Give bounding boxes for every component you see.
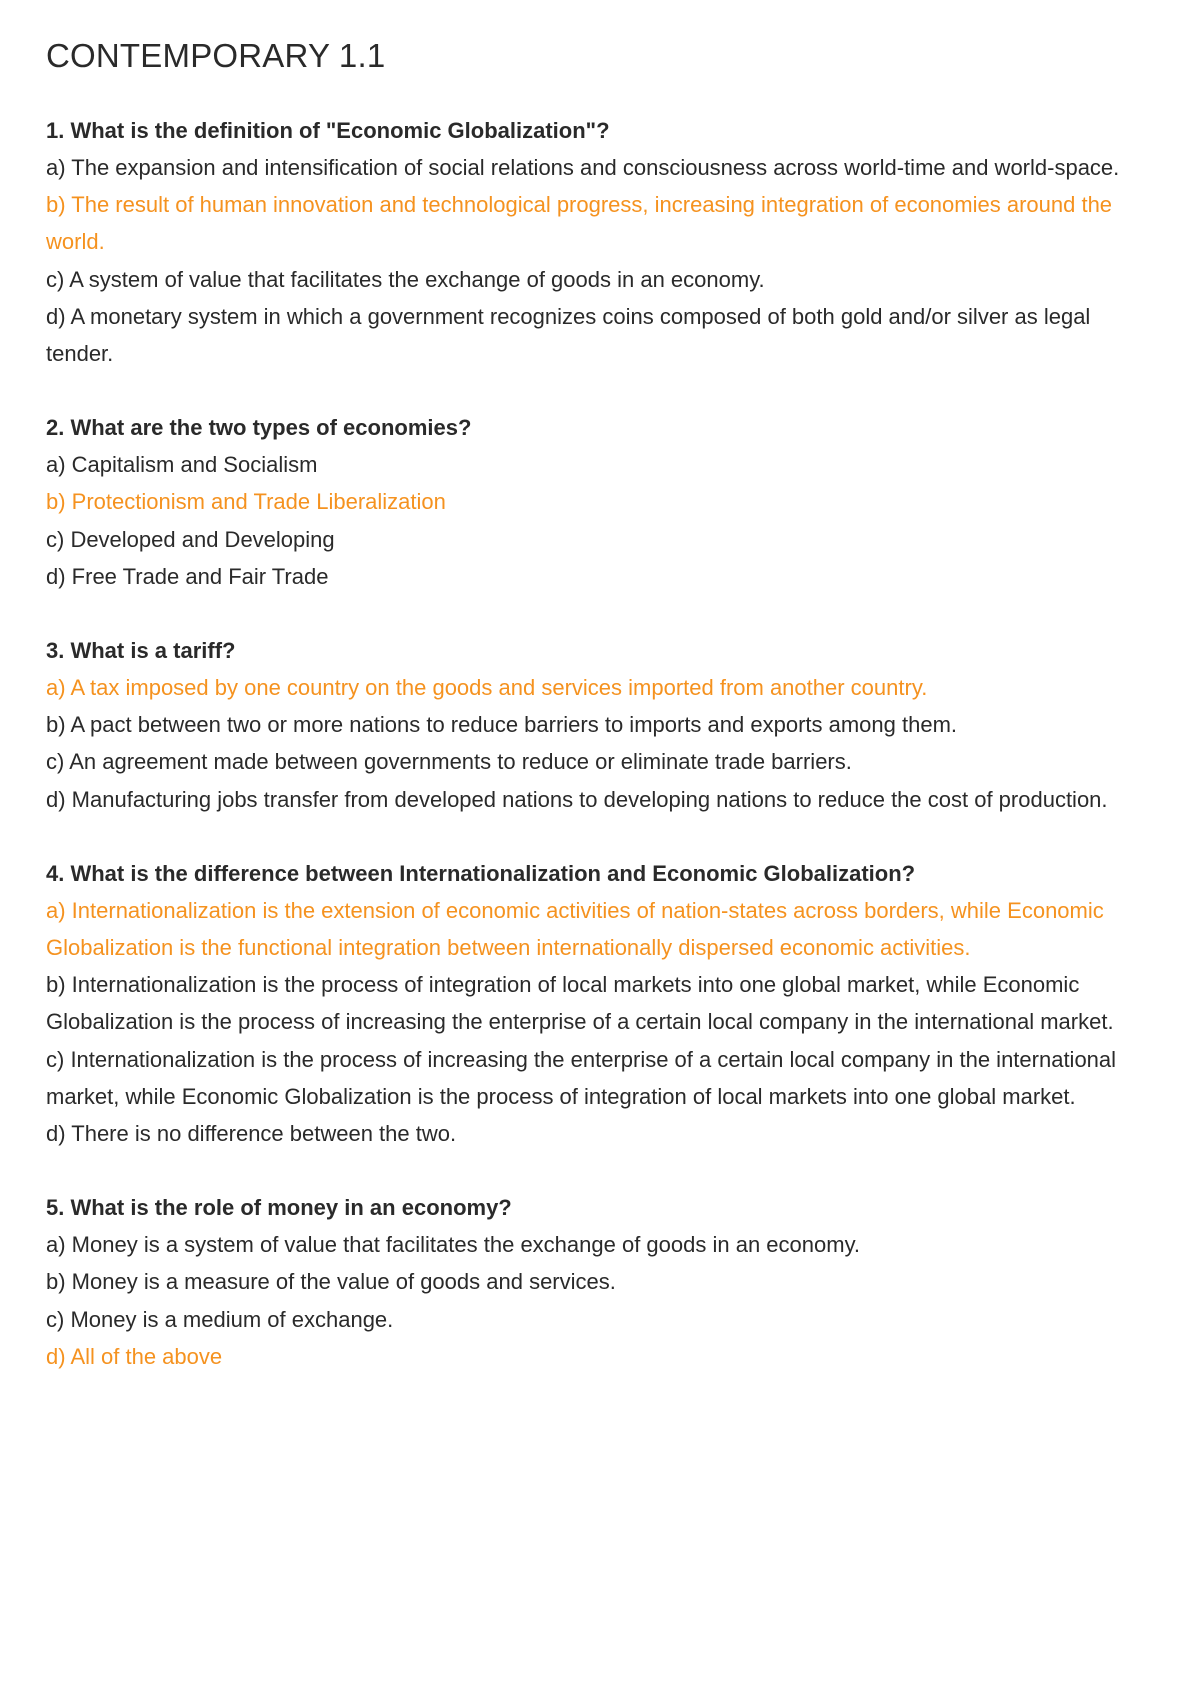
question-block (46, 632, 1156, 818)
question-block (46, 112, 1156, 372)
document-page (46, 34, 1156, 1412)
answer-option: a) Capitalism and Socialism (46, 452, 318, 478)
answer-option-correct: d) All of the above (46, 1343, 223, 1369)
question-block (46, 855, 1156, 1152)
answer-option: d) Free Trade and Fair Trade (46, 563, 329, 589)
question-text: 2. What are the two types of economies? (46, 415, 472, 441)
question-text: 3. What is a tariff? (46, 638, 236, 664)
question-text: 4. What is the difference between Internationalization and Economic Globalization? (46, 860, 916, 886)
answer-option: d) A monetary system in which a government recognizes coins composed of both gold and/or silver as legal tender. (46, 303, 1091, 367)
answer-option: c) Internationalization is the process of increasing the enterprise of a certain local company in the international market, while Economic Globalization is the process of integration of local markets into one global market. (46, 1046, 1117, 1109)
answer-option: c) A system of value that facilitates the exchange of goods in an economy. (46, 266, 765, 292)
answer-option: b) Internationalization is the process of integration of local markets into one global market, while Economic Globalization is the process of increasing the enterprise of a certain local company in the international market. (46, 972, 1114, 1035)
answer-option: c) Developed and Developing (46, 526, 335, 552)
question-text: 1. What is the definition of "Economic Globalization"? (46, 118, 610, 143)
answer-option: a) The expansion and intensification of social relations and consciousness across world-time and world-space. (46, 155, 1120, 180)
question-list (46, 112, 1156, 1375)
question-block (46, 1189, 1156, 1375)
question-text: 5. What is the role of money in an economy? (46, 1195, 512, 1221)
question-block (46, 409, 1156, 595)
answer-option: b) A pact between two or more nations to reduce barriers to imports and exports among them. (46, 712, 958, 738)
answer-option: b) Money is a measure of the value of goods and services. (46, 1269, 616, 1295)
answer-option-correct: a) A tax imposed by one country on the goods and services imported from another country. (46, 675, 928, 701)
answer-option: d) There is no difference between the two. (46, 1121, 457, 1147)
answer-option: d) Manufacturing jobs transfer from developed nations to developing nations to reduce the cost of production. (46, 786, 1108, 812)
answer-option-correct: b) The result of human innovation and technological progress, increasing integration of economies around the world. (46, 192, 1113, 255)
answer-option-correct: b) Protectionism and Trade Liberalization (46, 489, 446, 515)
answer-option: c) An agreement made between governments to reduce or eliminate trade barriers. (46, 749, 852, 775)
answer-option-correct: a) Internationalization is the extension of economic activities of nation-states across borders, while Economic Globalization is the functional integration between internationally dispersed economic activities. (46, 897, 1104, 961)
page-title: CONTEMPORARY 1.1 (46, 37, 386, 74)
answer-option: c) Money is a medium of exchange. (46, 1306, 394, 1332)
answer-option: a) Money is a system of value that facilitates the exchange of goods in an economy. (46, 1232, 861, 1258)
